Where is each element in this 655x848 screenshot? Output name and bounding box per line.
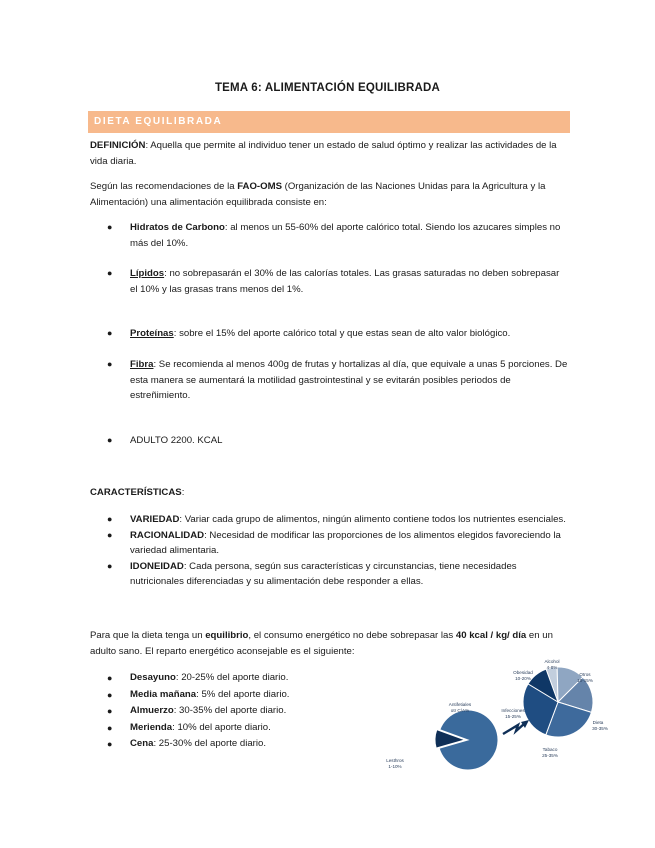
list-item: ● Desayuno: 20-25% del aporte diario. <box>107 672 289 683</box>
section-header-bar <box>88 111 570 133</box>
meal-text: : 30-35% del aporte diario. <box>173 705 287 716</box>
pie-label-value: otr C/A% <box>450 708 470 713</box>
nutrient-text: ADULTO 2200. KCAL <box>130 435 223 446</box>
list-item: ● Proteínas: sobre el 15% del aporte calórico total y que estas sean de alto valor biológico. <box>107 328 511 339</box>
meals-list <box>90 670 390 753</box>
list-item: ● Almuerzo: 30-35% del aporte diario. <box>107 705 287 716</box>
characteristics-heading <box>90 485 568 501</box>
pie-label-name: Dieta <box>592 720 604 725</box>
nutrient-text: : sobre el 15% del aporte calórico total y que estas sean de alto valor biológico. <box>173 328 511 339</box>
nutrient-list <box>90 357 568 404</box>
energy-text: Para que la dieta tenga un <box>90 630 206 641</box>
pie-label-name: Obesidad <box>513 670 533 675</box>
meal-label: Almuerzo <box>130 705 174 716</box>
pie-label-value: 10-20% <box>515 676 531 681</box>
pie-label-value: 1-10% <box>388 764 402 769</box>
intro-prefix: Según las recomendaciones de la <box>90 181 238 192</box>
characteristic-label: IDONEIDAD <box>130 560 184 572</box>
nutrient-list <box>90 326 568 342</box>
meal-text: : 10% del aporte diario. <box>172 721 271 733</box>
nutrient-text: : no sobrepasarán el 30% de las calorías totales. Las grasas saturadas no deben sobrepasar el 10% y las grasas trans menos del 1%. <box>130 268 560 295</box>
characteristic-label: RACIONALIDAD <box>130 529 205 541</box>
pie-charts-figure <box>385 652 630 782</box>
energy-bold: 40 kcal / kg/ día <box>455 630 527 641</box>
list-item: ● Hidratos de Carbono: al menos un 55-60% del aporte calórico total. Siendo los azucares simples no más del 10%. <box>107 222 561 249</box>
section-header-label: DIETA EQUILIBRADA <box>94 116 223 127</box>
pie-label-name: Antifetiales <box>448 702 472 707</box>
list-item: ● IDONEIDAD: Cada persona, según sus características y circunstancias, tiene necesidades nutricionales diferenciadas y su alimentación debe responder a ellas. <box>107 560 517 587</box>
list-item: ● RACIONALIDAD: Necesidad de modificar las proporciones de los alimentos elegidos favoreciendo la variedad alimentaria. <box>107 529 561 556</box>
energy-text: en un adulto sano. El reparto energético aconsejable es el siguiente: <box>90 630 553 657</box>
list-item: ● Lípidos: no sobrepasarán el 30% de las calorías totales. Las grasas saturadas no deben sobrepasar el 10% y las grasas trans menos del 1%. <box>107 268 560 295</box>
list-item: ● Media mañana: 5% del aporte diario. <box>107 688 290 700</box>
pie-label-name: Otros <box>579 672 591 677</box>
pie-label-value: 4-8% <box>546 665 558 670</box>
energy-bold: equilibrio <box>205 630 249 641</box>
list-item: ● Cena: 25-30% del aporte diario. <box>107 738 266 749</box>
characteristic-label: VARIEDAD <box>130 514 180 525</box>
arrow-icon <box>503 724 524 734</box>
definition-paragraph <box>90 138 568 170</box>
energy-text: , el consumo energético no debe sobrepasar las <box>248 630 456 641</box>
meal-label: Cena <box>130 738 154 749</box>
meal-label: Media mañana <box>130 688 197 700</box>
intro-suffix: (Organización de las Naciones Unidas para la Agricultura y la Alimentación) una alimentación equilibrada consiste en: <box>90 181 546 208</box>
nutrient-label: Fibra <box>130 359 154 370</box>
meal-text: : 5% del aporte diario. <box>196 688 290 700</box>
pie-label-name: Alcohol <box>544 659 560 664</box>
pie-label-name: Lesthros <box>386 758 404 763</box>
intro-org: FAO-OMS <box>237 181 282 192</box>
nutrient-text: : Se recomienda al menos 400g de frutas y hortalizas al día, que equivale a unas 5 porciones. De esta manera se aumentará la motilidad gastrointestinal y se evitarán posibles periodos de estreñimiento. <box>130 359 568 401</box>
nutrient-label: Proteínas <box>130 328 174 339</box>
list-item: ● Merienda: 10% del aporte diario. <box>107 721 271 733</box>
nutrient-list <box>90 433 568 449</box>
pie-label-value: 25-35% <box>542 753 558 758</box>
meal-text: : 25-30% del aporte diario. <box>153 738 266 749</box>
meal-text: : 20-25% del aporte diario. <box>175 672 289 683</box>
list-item: ● Fibra: Se recomienda al menos 400g de frutas y hortalizas al día, que equivale a unas 5 porciones. De esta manera se aumentará la motilidad gastrointestinal y se evitarán posibles periodos de estreñimiento. <box>107 359 568 401</box>
characteristic-text: : Variar cada grupo de alimentos, ningún alimento contiene todos los nutrientes esenciales. <box>179 514 566 525</box>
definition-text: : Aquella que permite al individuo tener un estado de salud óptimo y realizar las actividades de la vida diaria. <box>90 140 557 167</box>
page-title: TEMA 6: ALIMENTACIÓN EQUILIBRADA <box>214 82 441 94</box>
nutrient-label: Lípidos <box>130 268 165 279</box>
pie-label-value: 10-15% <box>577 678 593 683</box>
intro-paragraph <box>90 179 568 211</box>
nutrient-label: Hidratos de Carbono <box>130 222 225 233</box>
characteristic-text: : Necesidad de modificar las proporciones de los alimentos elegidos favoreciendo la variedad alimentaria. <box>130 529 561 556</box>
definition-label: DEFINICIÓN <box>90 140 146 151</box>
list-item: ● ADULTO 2200. KCAL <box>107 435 223 446</box>
list-item: ● VARIEDAD: Variar cada grupo de alimentos, ningún alimento contiene todos los nutrientes esenciales. <box>107 514 566 525</box>
characteristic-text: : Cada persona, según sus características y circunstancias, tiene necesidades nutricionales diferenciadas y su alimentación debe responder a ellas. <box>130 560 517 587</box>
characteristics-list <box>90 512 568 590</box>
characteristics-title: CARACTERÍSTICAS <box>90 487 182 498</box>
pie-label-value: 15-25% <box>505 714 521 719</box>
nutrient-text: : al menos un 55-60% del aporte calórico total. Siendo los azucares simples no más del 10%. <box>130 222 561 249</box>
pie-label-value: 30-35% <box>592 726 608 731</box>
meal-label: Desayuno <box>130 672 176 683</box>
pie-chart-left <box>435 710 498 770</box>
nutrient-list <box>90 266 568 297</box>
pie-label-name: Tabaco <box>542 747 558 752</box>
meal-label: Merienda <box>130 721 173 733</box>
characteristics-colon: : <box>181 487 185 498</box>
nutrient-list <box>90 220 568 251</box>
pie-label-name: Infecciones <box>501 708 525 713</box>
